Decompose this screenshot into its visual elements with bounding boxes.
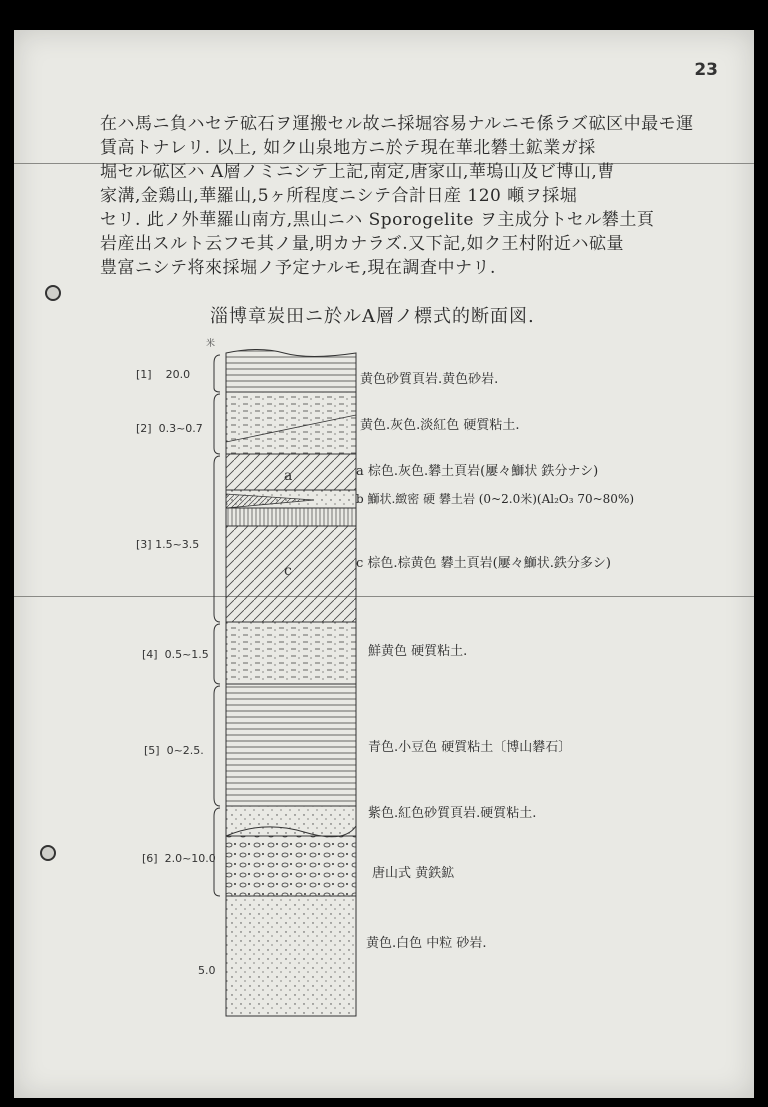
diagram-title: 淄博章炭田ニ於ルA層ノ標式的断面図. xyxy=(210,306,535,327)
layer-description: 鮮黄色 硬質粘土. xyxy=(368,644,468,659)
shale-clay-description: 紫色.紅色砂質頁岩.硬質粘土. xyxy=(368,806,537,821)
layer-label: [1] 20.0 xyxy=(136,368,191,381)
layer-label: [2] 0.3~0.7 xyxy=(136,422,203,435)
layer-label: [4] 0.5~1.5 xyxy=(142,648,209,661)
layer-label: [6] 2.0~10.0 xyxy=(142,852,216,865)
sandstone-description: 黄色.白色 中粒 砂岩. xyxy=(366,936,487,951)
layer-thickness: 0.5~1.5 xyxy=(164,648,209,661)
sublayer-description-c: c 棕色.棕黄色 礬土頁岩(屢々鰤状.鉄分多シ) xyxy=(356,556,611,571)
layer-thickness: 1.5~3.5 xyxy=(155,538,200,551)
sublayer-description-a: a 棕色.灰色.礬土頁岩(屢々鰤状 鉄分ナシ) xyxy=(356,464,599,479)
svg-text:a: a xyxy=(284,468,293,484)
paragraph-line: セリ. 此ノ外華羅山南方,黒山ニハ Sporogelite ヲ主成分トセル礬土頁 xyxy=(100,210,655,230)
document-page xyxy=(14,30,754,1098)
layer-thickness: 2.0~10.0 xyxy=(164,852,216,865)
layer-description: 黄色.灰色.淡紅色 硬質粘土. xyxy=(360,418,520,433)
layer-thickness: 0.3~0.7 xyxy=(158,422,203,435)
layer-thickness: 20.0 xyxy=(165,368,191,381)
page-number: 23 xyxy=(694,60,718,80)
iron-ore-description: 唐山式 黄鉄鉱 xyxy=(372,866,455,881)
layer-thickness: 0~2.5. xyxy=(166,744,204,757)
layer-label: [3] 1.5~3.5 xyxy=(136,538,200,551)
unit-mark: 米 xyxy=(206,339,216,349)
paragraph-line: 家溝,金鶏山,華羅山,5ヶ所程度ニシテ合計日産 120 噸ヲ採堀 xyxy=(100,186,578,206)
paragraph-line: 堀セル砿区ハ A層ノミニシテ上記,南定,唐家山,華塢山及ビ博山,曹 xyxy=(100,162,615,182)
paragraph-line: 岩産出スルト云フモ其ノ量,明カナラズ.又下記,如ク王村附近ハ砿量 xyxy=(100,234,625,254)
paragraph-line: 在ハ馬ニ負ハセテ砿石ヲ運搬セル故ニ採堀容易ナルニモ係ラズ砿区中最モ運 xyxy=(100,114,694,134)
layer-description: 青色.小豆色 硬質粘土〔博山礬石〕 xyxy=(368,740,572,755)
paragraph-line: 賃高トナレリ. 以上, 如ク山泉地方ニ於テ現在華北礬土鉱業ガ採 xyxy=(100,138,596,158)
bottom-value: 5.0 xyxy=(198,964,216,977)
sublayer-description-b: b 鰤状.緻密 硬 礬土岩 (0~2.0米)(Al₂O₃ 70~80%) xyxy=(356,492,635,506)
layer-description: 黄色砂質頁岩.黄色砂岩. xyxy=(360,372,499,387)
paragraph-line: 豊富ニシテ将來採堀ノ予定ナルモ,現在調査中ナリ. xyxy=(100,258,496,278)
layer-label: [5] 0~2.5. xyxy=(144,744,204,757)
svg-text:c: c xyxy=(284,563,292,579)
